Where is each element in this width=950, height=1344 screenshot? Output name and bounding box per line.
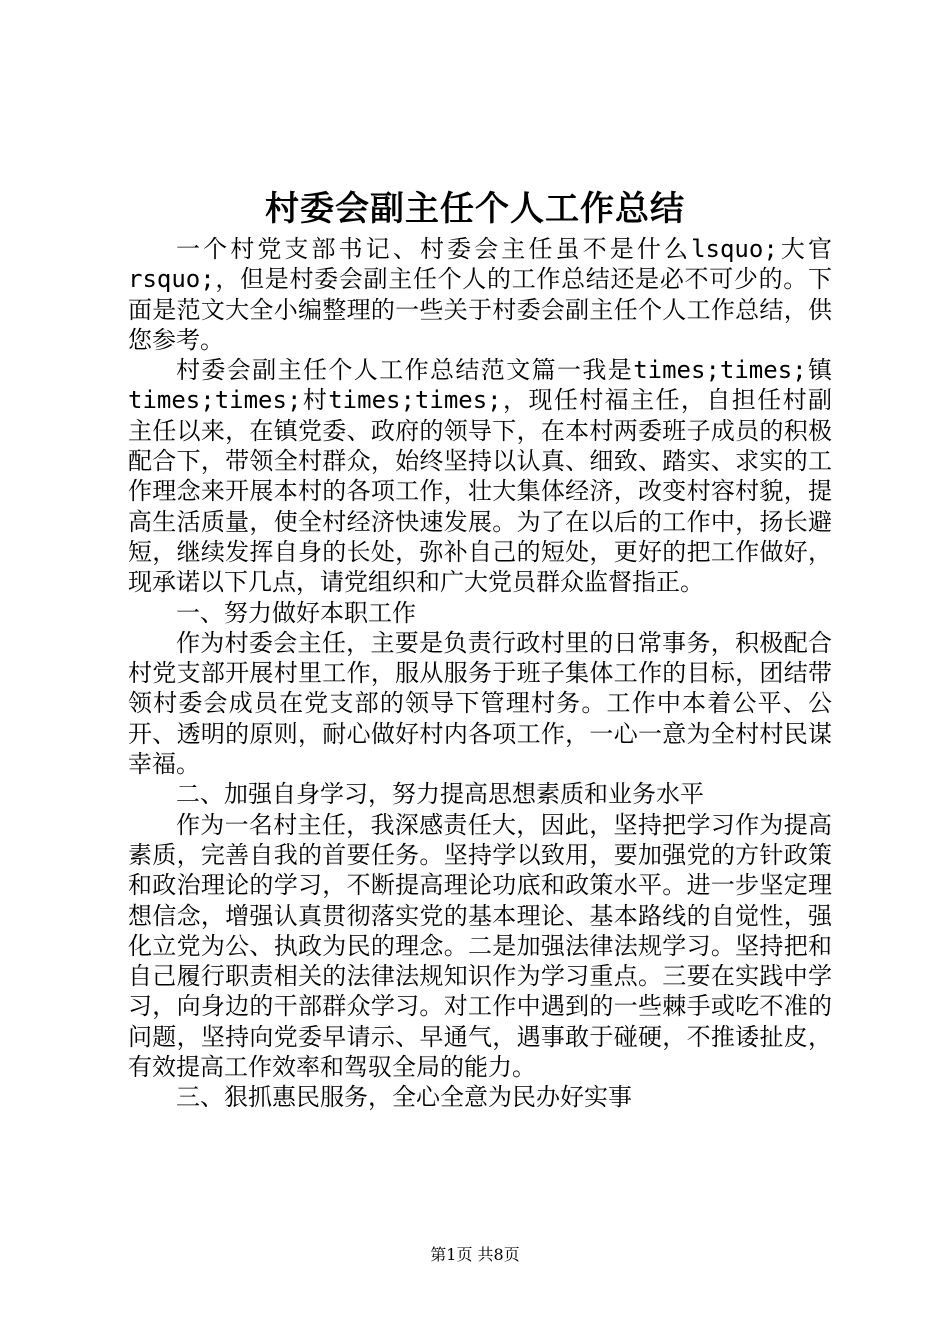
page-number-footer: 第1页 共8页 [430,1245,520,1264]
section-heading-1: 一、努力做好本职工作 [176,598,416,627]
paragraph-section-1: 作为村委会主任，主要是负责行政村里的日常事务，积极配合村党支部开展村里工作，服从服务于班子集体工作的目标，团结带领村委会成员在党支部的领导下管理村务。工作中本着公平、公开、透明的原则，耐心做好村内各项工作，一心一意为全村村民谋幸福。 [128,628,832,779]
section-heading-2: 二、加强自身学习，努力提高思想素质和业务水平 [176,780,704,809]
paragraph-sample-one: 村委会副主任个人工作总结范文篇一我是times;times;镇times;times;村times;times;，现任村福主任，自担任村副主任以来，在镇党委、政府的领导下，在本村两委班子成员的积极配合下，带领全村群众，始终坚持以认真、细致、踏实、求实的工作理念来开展本村的各项工作，壮大集体经济，改变村容村貌，提高生活质量，使全村经济快速发展。为了在以后的工作中，扬长避短，继续发挥自身的长处，弥补自己的短处，更好的把工作做好，现承诺以下几点，请党组织和广大党员群众监督指正。 [128,356,832,597]
section-heading-3: 三、狠抓惠民服务，全心全意为民办好实事 [176,1083,632,1112]
paragraph-intro: 一个村党支部书记、村委会主任虽不是什么lsquo;大官rsquo;，但是村委会副主任个人的工作总结还是必不可少的。下面是范文大全小编整理的一些关于村委会副主任个人工作总结，供您参考。 [128,235,832,354]
document-title: 村委会副主任个人工作总结 [265,189,685,229]
document-body [128,234,832,1113]
paragraph-section-2: 作为一名村主任，我深感责任大，因此，坚持把学习作为提高素质，完善自我的首要任务。坚持学以致用，要加强党的方针政策和政治理论的学习，不断提高理论功底和政策水平。进一步坚定理想信念，增强认真贯彻落实党的基本理论、基本路线的自觉性，强化立党为公、执政为民的理念。二是加强法律法规学习。坚持把和自己履行职责相关的法律法规知识作为学习重点。三要在实践中学习，向身边的干部群众学习。对工作中遇到的一些棘手或吃不准的问题，坚持向党委早请示、早通气，遇事敢于碰硬，不推诿扯皮，有效提高工作效率和驾驭全局的能力。 [128,810,832,1082]
